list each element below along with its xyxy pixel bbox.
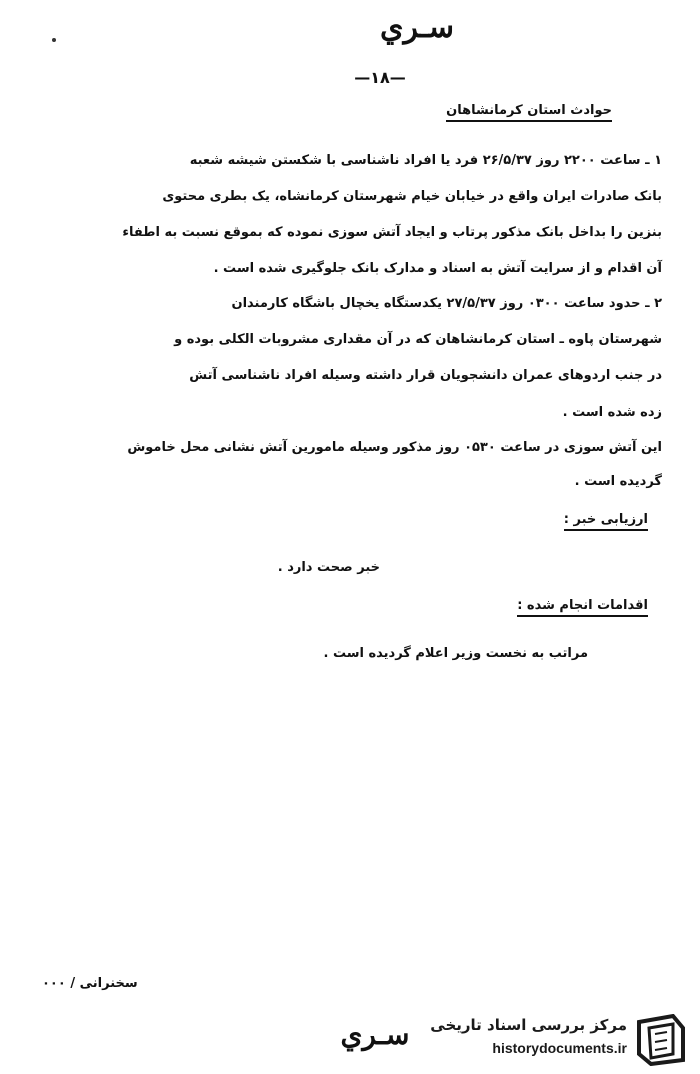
actions-text: مراتب به نخست وزیر اعلام گردیده است .	[323, 646, 588, 661]
actions-label: اقدامات انجام شده :	[517, 598, 648, 617]
body-line: بانک صادرات ایران واقع در خیابان خیام شهرستان کرمانشاه، یک بطری محتوی	[162, 189, 662, 204]
body-line: ۲ ـ حدود ساعت ۰۳۰۰ روز ۲۷/۵/۳۷ یکدستگاه یخچال باشگاه کارمندان	[231, 296, 662, 311]
body-line: شهرستان پاوه ـ استان کرمانشاهان که در آن مقداری مشروبات الکلی بوده و	[174, 332, 662, 347]
body-line: آن اقدام و از سرایت آتش به اسناد و مدارک بانک جلوگیری شده است .	[213, 261, 662, 276]
page-number: —۱۸—	[354, 68, 406, 87]
body-line: گردیده است .	[574, 474, 662, 489]
footer-reference-code: سخنرانی / ۰۰۰	[42, 976, 138, 991]
stray-mark	[52, 38, 56, 42]
classification-stamp-top: سـري	[380, 10, 454, 45]
watermark-url: historydocuments.ir	[492, 1040, 627, 1056]
evaluation-label: ارزیابی خبر :	[564, 512, 648, 531]
evaluation-text: خبر صحت دارد .	[277, 560, 380, 575]
body-line: بنزین را بداخل بانک مذکور پرتاب و ایجاد آتش سوزی نموده که بموقع نسبت به اطفاء	[122, 225, 662, 240]
archive-logo-icon	[633, 1014, 689, 1066]
body-line: این آتش سوزی در ساعت ۰۵۳۰ روز مذکور وسیله مامورین آتش نشانی محل خاموش	[127, 440, 662, 455]
classification-stamp-bottom: سـري	[340, 1018, 410, 1051]
body-line: زده شده است .	[562, 405, 662, 420]
document-heading: حوادث استان کرمانشاهان	[446, 103, 612, 122]
archive-watermark	[418, 1014, 693, 1066]
body-line: ۱ ـ ساعت ۲۲۰۰ روز ۲۶/۵/۳۷ فرد یا افراد ناشناسی با شکستن شیشه شعبه	[189, 153, 662, 168]
watermark-name: مرکز بررسی اسناد تاریخی	[430, 1016, 627, 1034]
body-line: در جنب اردوهای عمران دانشجویان قرار داشته وسیله افراد ناشناسی آتش	[189, 368, 662, 383]
